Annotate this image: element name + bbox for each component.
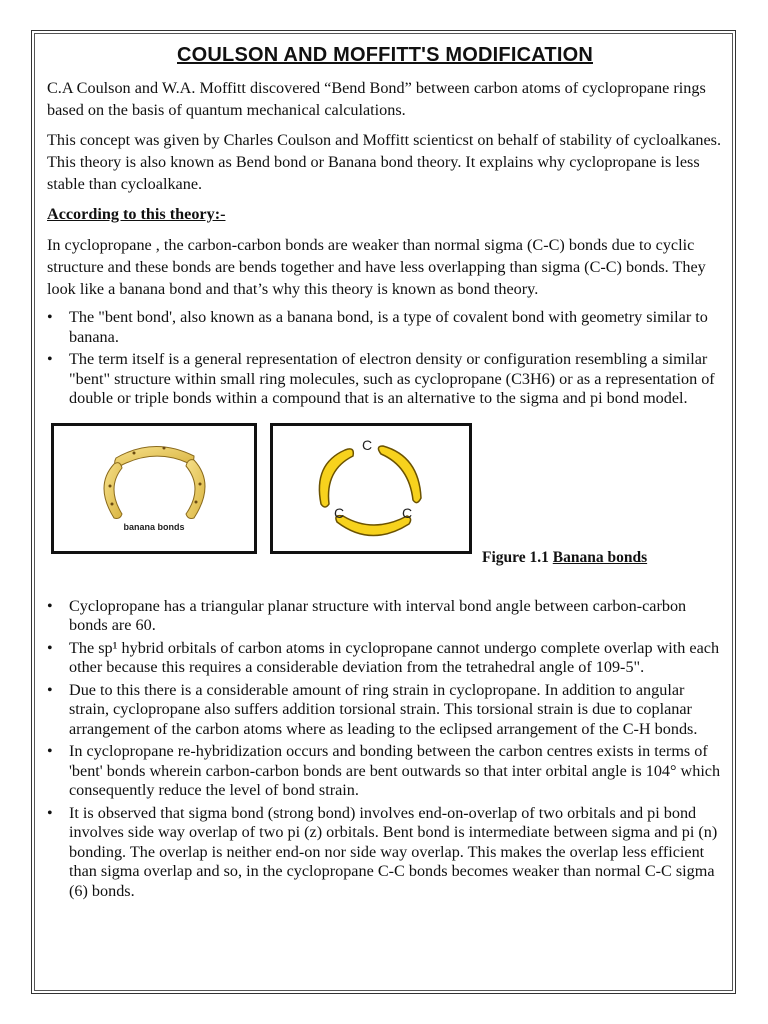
page-title: COULSON AND MOFFITT'S MODIFICATION xyxy=(177,44,593,66)
banana-ring-illustration xyxy=(54,426,254,551)
document-body xyxy=(47,44,723,904)
carbon-atom-label: C xyxy=(401,504,413,521)
theory-paragraph: In cyclopropane , the carbon-carbon bonds are weaker than normal sigma (C-C) bonds due to cyclic structure and these bonds are bends together and have less overlapping than sigma (C-C) bonds. They look like a banana bond and that’s why this theory is known as bond theory. xyxy=(47,236,706,298)
cyclopropane-banana-image xyxy=(270,423,472,554)
figure-caption xyxy=(482,549,647,567)
list-item: • It is observed that sigma bond (strong bond) involves end-on-overlap of two orbitals and pi bond involves side way overlap of two pi (z) orbitals. Bent bond is intermediate between sigma and pi (n) bonding. The overlap is neither end-on nor side way overlap. This makes the overlap less efficient than sigma overlap and so, in the cyclopropane C-C bonds becomes weaker than normal C-C sigma (6) bonds. xyxy=(47,804,723,902)
banana-bonds-label: banana bonds xyxy=(123,521,185,532)
list-item: • In cyclopropane re-hybridization occurs and bonding between the carbon centres exists in terms of 'bent' bonds wherein carbon-carbon bonds are bent outwards so that inter orbital angle is 104° which consequently reduce the level of bond strain. xyxy=(47,742,723,801)
list-item: • The sp¹ hybrid orbitals of carbon atoms in cyclopropane cannot undergo complete overlap with each other because this requires a considerable deviation from the tetrahedral angle of 109-5". xyxy=(47,639,723,678)
list-item: • The term itself is a general representation of electron density or configuration resembling a similar "bent" structure within small ring molecules, such as cyclopropane (C3H6) or as a representation of double or triple bonds within a compound that is an alternative to the sigma and pi bond model. xyxy=(47,350,723,409)
figure-row xyxy=(47,423,723,591)
cyclopropane-banana-illustration xyxy=(273,426,469,551)
list-item: • Cyclopropane has a triangular planar structure with interval bond angle between carbon-carbon bonds are 60. xyxy=(47,597,723,636)
theory-subheading: According to this theory:- xyxy=(47,205,226,223)
figure-caption-prefix: Figure 1.1 xyxy=(482,548,553,566)
figure-caption-title: Banana bonds xyxy=(552,548,648,566)
bullet-list-2 xyxy=(47,597,723,902)
carbon-atom-label: C xyxy=(361,436,373,453)
intro-paragraph-2: This concept was given by Charles Coulson and Moffitt scienticst on behalf of stability of cycloalkanes. This theory is also known as Bend bond or Banana bond theory. It explains why cyclopropane is less stable than cycloalkane. xyxy=(47,131,722,193)
banana-ring-image xyxy=(51,423,257,554)
intro-paragraph-1: C.A Coulson and W.A. Moffitt discovered “Bend Bond” between carbon atoms of cyclopropane rings based on the basis of quantum mechanical calculations. xyxy=(47,79,706,119)
list-item: • The "bent bond', also known as a banana bond, is a type of covalent bond with geometry similar to banana. xyxy=(47,308,723,347)
bullet-list-1 xyxy=(47,308,723,409)
carbon-atom-label: C xyxy=(333,504,345,521)
list-item: • Due to this there is a considerable amount of ring strain in cyclopropane. In addition to angular strain, cyclopropane also suffers addition torsional strain. This torsional strain is due to coplanar arrangement of the carbon atoms where as leading to the eclipsed arrangement of the C-H bonds. xyxy=(47,681,723,740)
